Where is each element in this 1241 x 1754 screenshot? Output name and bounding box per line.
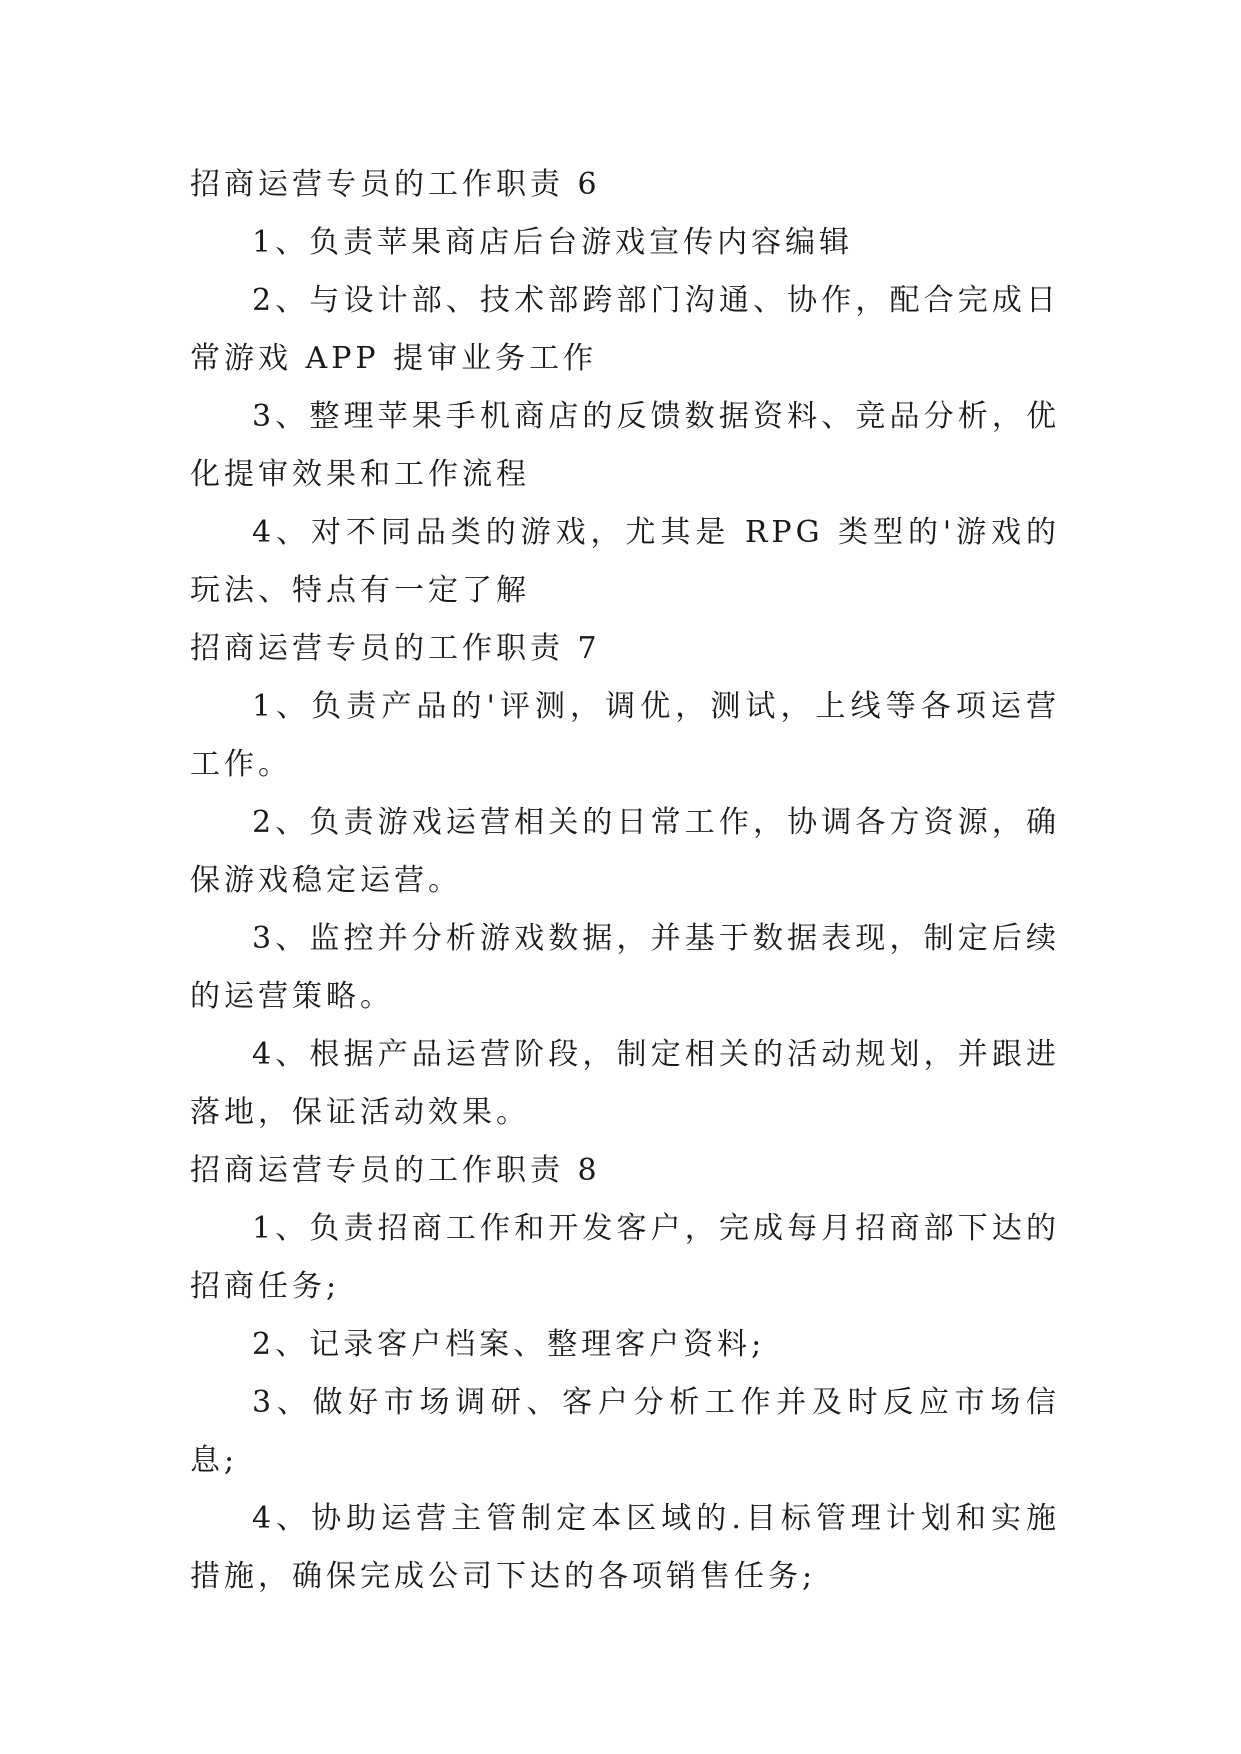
- list-item: 4、对不同品类的游戏，尤其是 RPG 类型的'游戏的玩法、特点有一定了解: [190, 515, 1060, 608]
- list-item: 2、记录客户档案、整理客户资料;: [252, 1327, 766, 1362]
- section-title: 招商运营专员的工作职责 6: [190, 167, 601, 202]
- list-item: 4、根据产品运营阶段，制定相关的活动规划，并跟进落地，保证活动效果。: [190, 1037, 1060, 1130]
- section-6: [190, 156, 1060, 620]
- section-8: [190, 1142, 1060, 1606]
- section-title: 招商运营专员的工作职责 8: [190, 1153, 601, 1188]
- list-item: 3、整理苹果手机商店的反馈数据资料、竞品分析，优化提审效果和工作流程: [190, 399, 1060, 492]
- section-7: [190, 620, 1060, 1142]
- section-title: 招商运营专员的工作职责 7: [190, 631, 601, 666]
- list-item: 2、负责游戏运营相关的日常工作，协调各方资源，确保游戏稳定运营。: [190, 805, 1060, 898]
- list-item: 1、负责产品的'评测，调优，测试，上线等各项运营工作。: [190, 689, 1060, 782]
- list-item: 3、监控并分析游戏数据，并基于数据表现，制定后续的运营策略。: [190, 921, 1060, 1014]
- list-item: 2、与设计部、技术部跨部门沟通、协作，配合完成日常游戏 APP 提审业务工作: [190, 283, 1060, 376]
- list-item: 1、负责招商工作和开发客户，完成每月招商部下达的招商任务;: [190, 1211, 1060, 1304]
- list-item: 1、负责苹果商店后台游戏宣传内容编辑: [252, 225, 854, 260]
- list-item: 4、协助运营主管制定本区域的.目标管理计划和实施措施，确保完成公司下达的各项销售任务;: [190, 1501, 1060, 1594]
- list-item: 3、做好市场调研、客户分析工作并及时反应市场信息;: [190, 1385, 1060, 1478]
- document-body: [190, 156, 1060, 1606]
